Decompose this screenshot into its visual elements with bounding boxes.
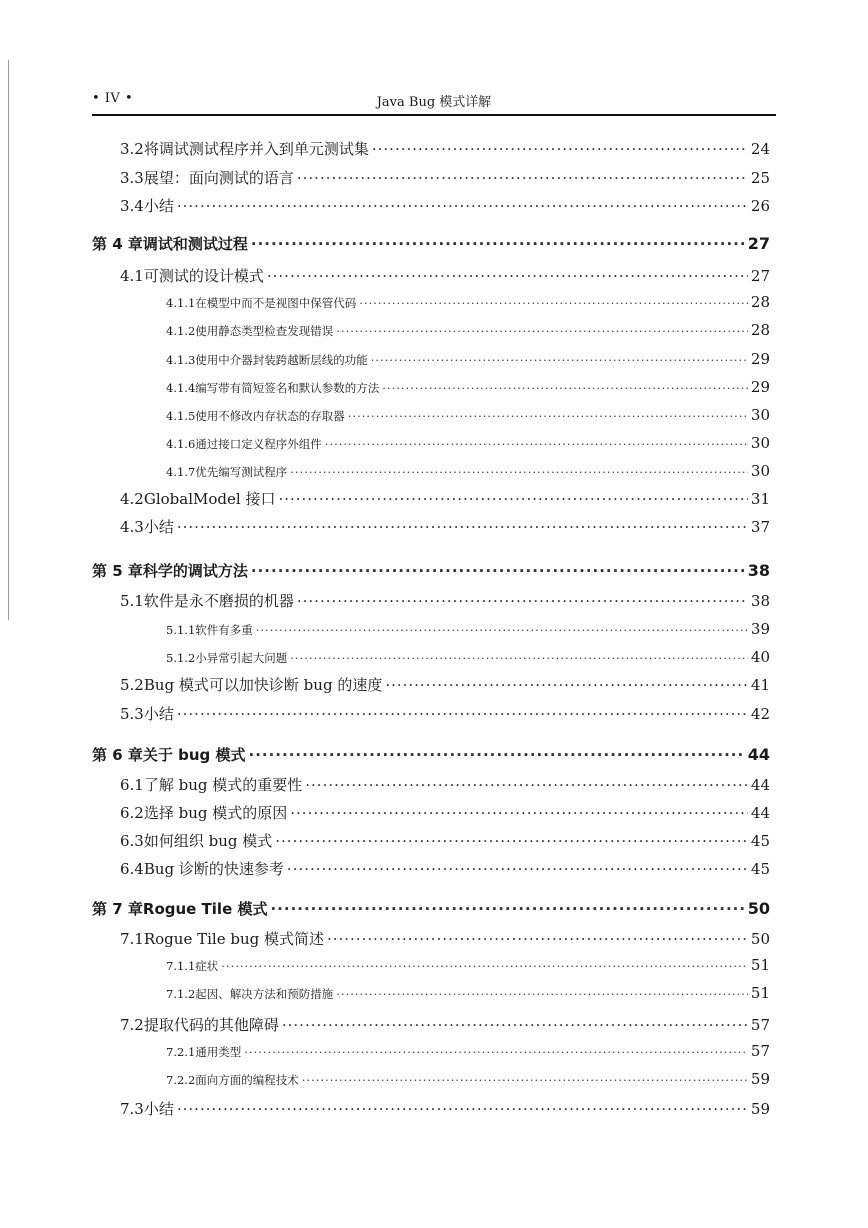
- toc-entry-page: 57: [750, 1042, 770, 1060]
- toc-entry-number: 4.1: [120, 267, 144, 285]
- toc-entry-title: 可测试的设计模式: [143, 267, 264, 285]
- toc-entry-page: 26: [750, 197, 770, 215]
- toc-entry-page: 44: [750, 776, 770, 794]
- toc-leader-dots: [256, 623, 748, 637]
- toc-leader-dots: [221, 959, 748, 973]
- toc-entry-title: 使用不修改内存状态的存取器: [195, 409, 345, 423]
- toc-entry-number: 7.1.2: [166, 987, 196, 1001]
- toc-entry-number: 5.1.1: [166, 623, 196, 637]
- toc-entry-number: 7.1: [120, 930, 144, 948]
- toc-leader-dots: [275, 832, 748, 850]
- toc-leader-dots: [177, 518, 748, 536]
- toc-entry-page: 38: [750, 592, 770, 610]
- toc-entry-page: 29: [750, 378, 770, 396]
- toc-leader-dots: [385, 676, 748, 694]
- toc-section-entry: [120, 858, 770, 879]
- toc-entry-number: 7.3: [120, 1100, 144, 1118]
- toc-entry-title: 使用中介器封装跨越断层线的功能: [195, 353, 368, 367]
- toc-entry-title: 提取代码的其他障碍: [143, 1016, 279, 1034]
- toc-subsection-entry: [166, 293, 770, 311]
- toc-entry-number: 6.3: [120, 832, 144, 850]
- toc-leader-dots: [290, 651, 748, 665]
- toc-entry-number: 5.1: [120, 592, 144, 610]
- toc-section-entry: [120, 674, 770, 695]
- toc-entry-title: 小结: [143, 518, 174, 536]
- toc-entry-title: 科学的调试方法: [142, 562, 248, 580]
- toc-entry-page: 30: [750, 406, 770, 424]
- page-edge-line: [8, 60, 9, 620]
- toc-entry-title: 优先编写测试程序: [195, 465, 288, 479]
- page-number: • IV •: [92, 91, 134, 106]
- toc-leader-dots: [325, 437, 748, 451]
- toc-entry-page: 28: [750, 293, 770, 311]
- toc-entry-number: 4.1.1: [166, 296, 196, 310]
- toc-leader-dots: [359, 296, 748, 310]
- toc-entry-page: 37: [750, 518, 770, 536]
- toc-entry-number: 7.2: [120, 1016, 144, 1034]
- toc-leader-dots: [327, 930, 748, 948]
- toc-subsection-entry: [166, 620, 770, 638]
- toc-entry-number: 4.1.3: [166, 353, 196, 367]
- toc-entry-page: 45: [750, 860, 770, 878]
- toc-section-entry: [120, 590, 770, 611]
- toc-leader-dots: [177, 1100, 748, 1118]
- toc-leader-dots: [282, 1016, 748, 1034]
- toc-entry-page: 29: [750, 350, 770, 368]
- toc-entry-page: 42: [750, 705, 770, 723]
- toc-entry-number: 5.1.2: [166, 651, 196, 665]
- toc-entry-number: 4.1.6: [166, 437, 196, 451]
- toc-chapter-entry: [92, 744, 770, 765]
- toc-section-entry: [120, 1098, 770, 1119]
- toc-section-entry: [120, 928, 770, 949]
- toc-section-entry: [120, 830, 770, 851]
- toc-entry-title: Bug 诊断的快速参考: [143, 860, 284, 878]
- toc-subsection-entry: [166, 1042, 770, 1060]
- toc-entry-title: 小异常引起大问题: [195, 651, 288, 665]
- toc-leader-dots: [382, 381, 748, 395]
- toc-leader-dots: [270, 900, 744, 918]
- toc-entry-number: 7.2.1: [166, 1045, 196, 1059]
- toc-entry-title: GlobalModel 接口: [143, 490, 276, 508]
- toc-section-entry: [120, 774, 770, 795]
- toc-entry-title: Rogue Tile 模式: [142, 900, 268, 918]
- toc-entry-number: 3.4: [120, 197, 144, 215]
- toc-entry-title: 小结: [143, 705, 174, 723]
- toc-entry-number: 7.2.2: [166, 1073, 196, 1087]
- toc-entry-title: 了解 bug 模式的重要性: [143, 776, 303, 794]
- toc-entry-title: 通用类型: [195, 1045, 242, 1059]
- toc-entry-title: 关于 bug 模式: [142, 746, 246, 764]
- toc-leader-dots: [302, 1073, 748, 1087]
- toc-entry-page: 44: [747, 745, 770, 764]
- toc-leader-dots: [371, 353, 748, 367]
- toc-entry-number: 4.1.5: [166, 409, 196, 423]
- toc-entry-title: 选择 bug 模式的原因: [143, 804, 288, 822]
- toc-entry-number: 3.2: [120, 140, 144, 158]
- toc-leader-dots: [278, 490, 747, 508]
- toc-entry-number: 6.1: [120, 776, 144, 794]
- toc-leader-dots: [244, 1045, 748, 1059]
- toc-entry-page: 24: [750, 140, 770, 158]
- toc-entry-page: 45: [750, 832, 770, 850]
- toc-entry-page: 50: [750, 930, 770, 948]
- toc-entry-page: 44: [750, 804, 770, 822]
- toc-entry-page: 31: [750, 490, 770, 508]
- toc-chapter-entry: [92, 233, 770, 254]
- toc-entry-title: 调试和测试过程: [142, 235, 248, 253]
- toc-subsection-entry: [166, 406, 770, 424]
- book-title: Java Bug 模式详解: [376, 95, 492, 110]
- toc-entry-number: 6.2: [120, 804, 144, 822]
- toc-section-entry: [120, 1014, 770, 1035]
- toc-entry-title: 小结: [143, 197, 174, 215]
- toc-entry-number: 第 6 章: [92, 746, 143, 764]
- toc-entry-title: 软件有多重: [195, 623, 253, 637]
- toc-section-entry: [120, 195, 770, 216]
- toc-entry-number: 5.3: [120, 705, 144, 723]
- toc-entry-page: 51: [750, 956, 770, 974]
- toc-entry-title: 小结: [143, 1100, 174, 1118]
- toc-leader-dots: [251, 235, 745, 253]
- toc-entry-title: 将调试测试程序并入到单元测试集: [143, 140, 369, 158]
- toc-entry-number: 4.3: [120, 518, 144, 536]
- toc-entry-title: Rogue Tile bug 模式简述: [143, 930, 324, 948]
- toc-subsection-entry: [166, 321, 770, 339]
- toc-section-entry: [120, 802, 770, 823]
- toc-entry-number: 第 7 章: [92, 900, 143, 918]
- toc-entry-page: 25: [750, 169, 770, 187]
- toc-entry-page: 40: [750, 648, 770, 666]
- toc-entry-title: 如何组织 bug 模式: [143, 832, 273, 850]
- toc-subsection-entry: [166, 648, 770, 666]
- toc-subsection-entry: [166, 1070, 770, 1088]
- toc-entry-page: 41: [750, 676, 770, 694]
- toc-subsection-entry: [166, 350, 770, 368]
- toc-entry-number: 4.1.7: [166, 465, 196, 479]
- toc-entry-number: 4.1.2: [166, 324, 196, 338]
- toc-leader-dots: [290, 465, 748, 479]
- toc-entry-page: 59: [750, 1100, 770, 1118]
- toc-entry-title: 展望：面向测试的语言: [143, 169, 294, 187]
- toc-entry-number: 7.1.1: [166, 959, 196, 973]
- toc-leader-dots: [267, 267, 748, 285]
- toc-entry-title: 使用静态类型检查发现错误: [195, 324, 334, 338]
- toc-entry-number: 5.2: [120, 676, 144, 694]
- toc-entry-page: 27: [747, 234, 770, 253]
- toc-subsection-entry: [166, 984, 770, 1002]
- toc-subsection-entry: [166, 462, 770, 480]
- toc-section-entry: [120, 167, 770, 188]
- toc-leader-dots: [249, 746, 745, 764]
- toc-entry-title: Bug 模式可以加快诊断 bug 的速度: [143, 676, 383, 694]
- toc-entry-title: 起因、解决方法和预防措施: [195, 987, 334, 1001]
- toc-entry-page: 38: [747, 561, 770, 580]
- toc-leader-dots: [305, 776, 748, 794]
- toc-entry-page: 51: [750, 984, 770, 1002]
- header-rule: [92, 114, 776, 116]
- toc-entry-page: 30: [750, 434, 770, 452]
- toc-entry-page: 30: [750, 462, 770, 480]
- toc-entry-page: 50: [747, 899, 770, 918]
- toc-entry-title: 软件是永不磨损的机器: [143, 592, 294, 610]
- toc-leader-dots: [251, 562, 745, 580]
- toc-entry-number: 3.3: [120, 169, 144, 187]
- toc-entry-title: 面向方面的编程技术: [195, 1073, 299, 1087]
- toc-section-entry: [120, 488, 770, 509]
- toc-subsection-entry: [166, 434, 770, 452]
- toc-entry-page: 27: [750, 267, 770, 285]
- toc-leader-dots: [287, 860, 748, 878]
- toc-entry-number: 4.1.4: [166, 381, 196, 395]
- page-header: [92, 91, 776, 113]
- toc-section-entry: [120, 516, 770, 537]
- toc-chapter-entry: [92, 898, 770, 919]
- toc-leader-dots: [177, 705, 748, 723]
- toc-subsection-entry: [166, 378, 770, 396]
- toc-entry-page: 57: [750, 1016, 770, 1034]
- toc-entry-page: 59: [750, 1070, 770, 1088]
- toc-entry-page: 28: [750, 321, 770, 339]
- toc-chapter-entry: [92, 560, 770, 581]
- toc-entry-title: 编写带有简短签名和默认参数的方法: [195, 381, 380, 395]
- toc-subsection-entry: [166, 956, 770, 974]
- toc-section-entry: [120, 703, 770, 724]
- toc-leader-dots: [372, 140, 748, 158]
- toc-entry-title: 通过接口定义程序外组件: [195, 437, 322, 451]
- toc-section-entry: [120, 138, 770, 159]
- toc-leader-dots: [290, 804, 748, 822]
- toc-entry-page: 39: [750, 620, 770, 638]
- toc-leader-dots: [177, 197, 748, 215]
- toc-section-entry: [120, 265, 770, 286]
- toc-leader-dots: [297, 592, 748, 610]
- toc-entry-number: 4.2: [120, 490, 144, 508]
- toc-entry-title: 在模型中而不是视图中保管代码: [195, 296, 357, 310]
- toc-entry-title: 症状: [195, 959, 219, 973]
- toc-entry-number: 第 5 章: [92, 562, 143, 580]
- toc-leader-dots: [336, 324, 748, 338]
- toc-leader-dots: [348, 409, 748, 423]
- toc-leader-dots: [336, 987, 748, 1001]
- toc-entry-number: 6.4: [120, 860, 144, 878]
- toc-entry-number: 第 4 章: [92, 235, 143, 253]
- toc-leader-dots: [297, 169, 748, 187]
